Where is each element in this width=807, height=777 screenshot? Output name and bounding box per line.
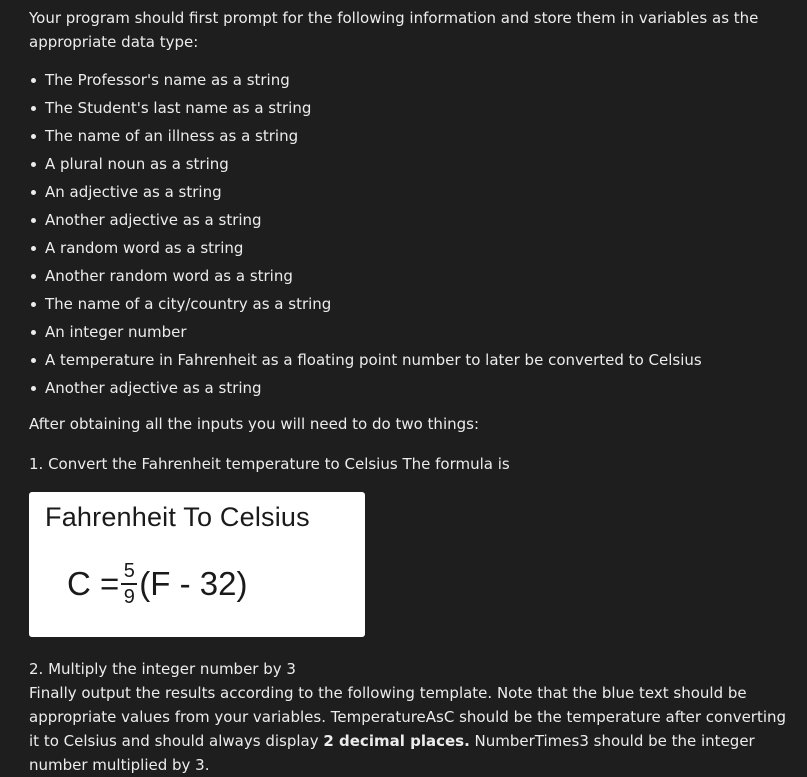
list-item: A temperature in Fahrenheit as a floating point number to later be converted to Celsius xyxy=(29,346,799,374)
list-item: An adjective as a string xyxy=(29,178,799,206)
list-item: The Student's last name as a string xyxy=(29,94,799,122)
list-item: The name of an illness as a string xyxy=(29,122,799,150)
finally-paragraph xyxy=(29,681,799,777)
formula-image xyxy=(29,492,365,637)
fraction-bar xyxy=(121,583,137,585)
formula-rhs: (F - 32) xyxy=(139,565,248,602)
after-inputs-text: After obtaining all the inputs you will need to do two things: xyxy=(29,415,480,433)
list-item: A plural noun as a string xyxy=(29,150,799,178)
requirements-list xyxy=(29,66,799,402)
list-item: A random word as a string xyxy=(29,234,799,262)
list-item: The name of a city/country as a string xyxy=(29,290,799,318)
finally-text-part2: NumberTimes3 should be the integer number multiplied by 3. xyxy=(29,732,755,774)
formula-equation xyxy=(67,554,247,614)
list-item: Another adjective as a string xyxy=(29,374,799,402)
list-item: An integer number xyxy=(29,318,799,346)
step-1-text: 1. Convert the Fahrenheit temperature to Celsius The formula is xyxy=(29,455,510,473)
list-item: The Professor's name as a string xyxy=(29,66,799,94)
step-2-text: 2. Multiply the integer number by 3 xyxy=(29,660,296,678)
formula-title: Fahrenheit To Celsius xyxy=(45,502,310,532)
finally-bold-text: 2 decimal places. xyxy=(323,732,470,750)
list-item: Another adjective as a string xyxy=(29,206,799,234)
formula-lhs: C = xyxy=(67,565,120,602)
formula-denominator: 9 xyxy=(123,586,135,608)
formula-numerator: 5 xyxy=(123,560,135,582)
formula-fraction xyxy=(121,561,137,607)
finally-text-part1: Finally output the results according to the following template. Note that the blue text should be appropriate values from your variables. TemperatureAsC should be the temperature after converting it to Celsius and should always display xyxy=(29,684,787,750)
list-item: Another random word as a string xyxy=(29,262,799,290)
instructions-content xyxy=(29,6,799,777)
intro-paragraph: Your program should first prompt for the following information and store them in variables as the appropriate data type: xyxy=(29,9,759,51)
